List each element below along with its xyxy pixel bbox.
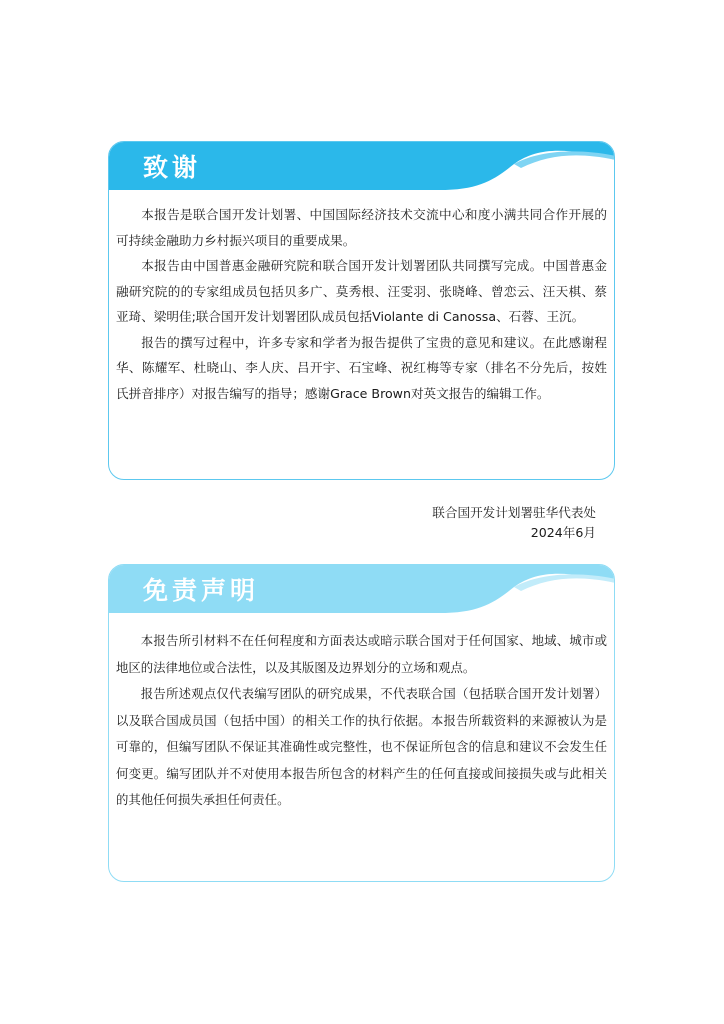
disclaimer-body <box>116 628 607 814</box>
disclaimer-title: 免责声明 <box>143 576 260 605</box>
acknowledgement-paragraph: 报告的撰写过程中，许多专家和学者为报告提供了宝贵的意见和建议。在此感谢程华、陈耀军、杜晓山、李人庆、吕开宇、石宝峰、祝红梅等专家（排名不分先后，按姓氏拼音排序）对报告编写的指导；感谢Grace Brown对英文报告的编辑工作。 <box>116 334 607 401</box>
disclaimer-paragraph: 报告所述观点仅代表编写团队的研究成果，不代表联合国（包括联合国开发计划署）以及联合国成员国（包括中国）的相关工作的执行依据。本报告所载资料的来源被认为是可靠的，但编写团队不保证其准确性或完整性，也不保证所包含的信息和建议不会发生任何变更。编写团队并不对使用本报告所包含的材料产生的任何直接或间接损失或与此相关的其他任何损失承担任何责任。 <box>116 686 607 807</box>
acknowledgement-body <box>116 202 607 406</box>
acknowledgement-paragraph: 本报告由中国普惠金融研究院和联合国开发计划署团队共同撰写完成。中国普惠金融研究院的的专家组成员包括贝多广、莫秀根、汪雯羽、张晓峰、曾恋云、汪天棋、蔡亚琦、梁明佳;联合国开发计划署团队成员包括Violante di Canossa、石蓉、王沉。 <box>116 258 607 324</box>
signature-date: 2024年6月 <box>530 525 596 540</box>
acknowledgement-section <box>108 141 615 480</box>
disclaimer-section <box>108 564 615 882</box>
signature-org: 联合国开发计划署驻华代表处 <box>432 505 596 520</box>
disclaimer-paragraph: 本报告所引材料不在任何程度和方面表达或暗示联合国对于任何国家、地域、城市或地区的法律地位或合法性，以及其版图及边界划分的立场和观点。 <box>116 633 607 675</box>
acknowledgement-title: 致谢 <box>143 153 202 182</box>
acknowledgement-paragraph: 本报告是联合国开发计划署、中国国际经济技术交流中心和度小满共同合作开展的可持续金融助力乡村振兴项目的重要成果。 <box>116 207 607 248</box>
